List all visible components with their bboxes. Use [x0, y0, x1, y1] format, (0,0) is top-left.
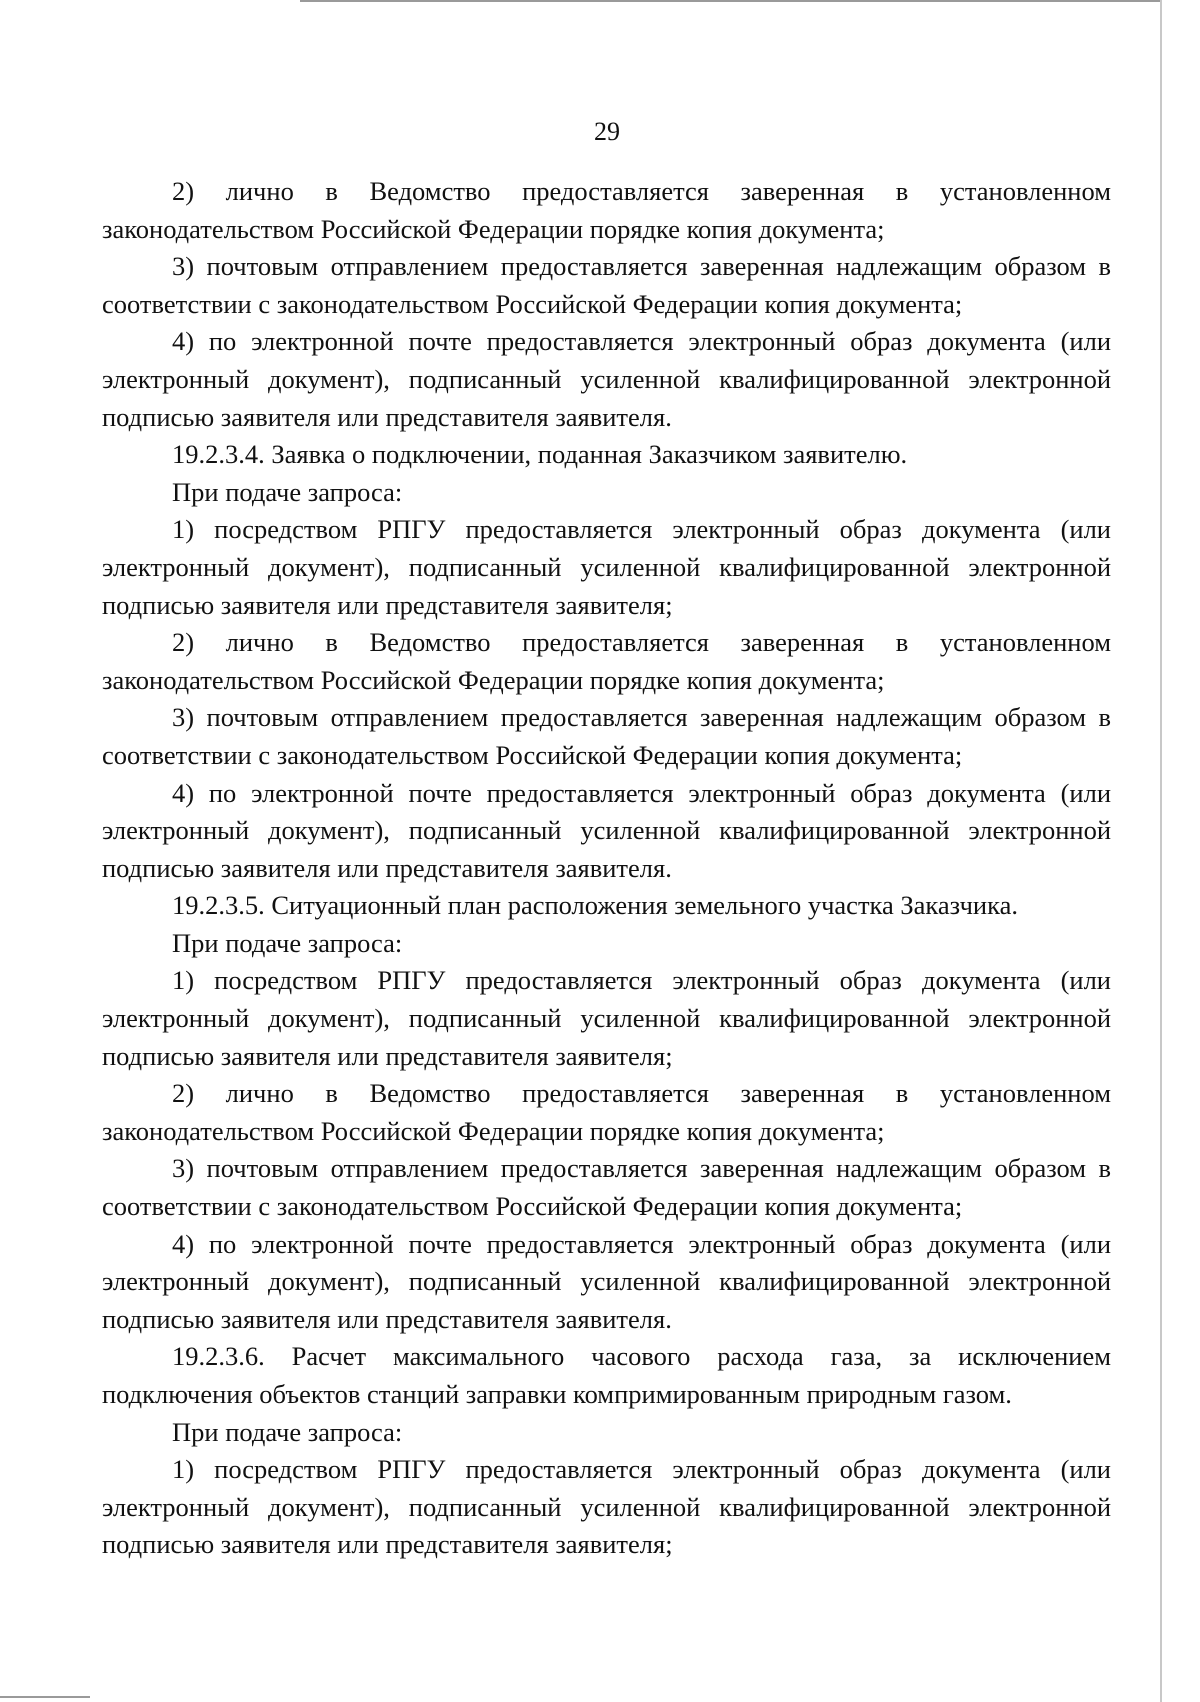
document-body	[102, 173, 1111, 1564]
paragraph-item-2-in-person: 2) лично в Ведомство предоставляется заверенная в установленном законодательством Российской Федерации порядке копия документа;	[102, 1078, 1111, 1146]
page-number: 29	[594, 117, 620, 146]
paragraph-request-intro: При подаче запроса:	[172, 476, 403, 507]
paragraph-item-1-rpgu: 1) посредством РПГУ предоставляется электронный образ документа (или электронный документ), подписанный усиленной квалифицированной электронной подписью заявителя или представителя заявителя;	[102, 514, 1111, 620]
section-heading-19-2-3-5: 19.2.3.5. Ситуационный план расположения земельного участка Заказчика.	[172, 890, 1018, 921]
paragraph-item-2-in-person: 2) лично в Ведомство предоставляется заверенная в установленном законодательством Российской Федерации порядке копия документа;	[102, 627, 1111, 695]
paragraph-item-3-postal: 3) почтовым отправлением предоставляется заверенная надлежащим образом в соответствии с законодательством Российской Федерации копия документа;	[102, 702, 1111, 770]
paragraph-item-4-email: 4) по электронной почте предоставляется электронный образ документа (или электронный документ), подписанный усиленной квалифицированной электронной подписью заявителя или представителя заявителя.	[102, 777, 1111, 883]
paragraph-item-2-in-person: 2) лично в Ведомство предоставляется заверенная в установленном законодательством Российской Федерации порядке копия документа;	[102, 176, 1111, 244]
section-heading-19-2-3-6: 19.2.3.6. Расчет максимального часового расхода газа, за исключением подключения объектов станций заправки компримированным природным газом.	[102, 1341, 1111, 1409]
paragraph-item-3-postal: 3) почтовым отправлением предоставляется заверенная надлежащим образом в соответствии с законодательством Российской Федерации копия документа;	[102, 1153, 1111, 1222]
paragraph-item-4-email: 4) по электронной почте предоставляется электронный образ документа (или электронный документ), подписанный усиленной квалифицированной электронной подписью заявителя или представителя заявителя.	[102, 1228, 1111, 1334]
paragraph-request-intro: При подаче запроса:	[172, 927, 403, 958]
paragraph-item-3-postal: 3) почтовым отправлением предоставляется заверенная надлежащим образом в соответствии с законодательством Российской Федерации копия документа;	[102, 251, 1111, 319]
paragraph-item-4-email: 4) по электронной почте предоставляется электронный образ документа (или электронный документ), подписанный усиленной квалифицированной электронной подписью заявителя или представителя заявителя.	[102, 326, 1111, 432]
paragraph-item-1-rpgu: 1) посредством РПГУ предоставляется электронный образ документа (или электронный документ), подписанный усиленной квалифицированной электронной подписью заявителя или представителя заявителя;	[102, 1454, 1111, 1560]
scan-edge-top	[300, 0, 1160, 2]
scan-mark-bottom	[0, 1696, 90, 1698]
paragraph-request-intro: При подаче запроса:	[172, 1416, 403, 1447]
scan-edge-right	[1160, 0, 1162, 1702]
section-heading-19-2-3-4: 19.2.3.4. Заявка о подключении, поданная Заказчиком заявителю.	[172, 439, 908, 470]
paragraph-item-1-rpgu: 1) посредством РПГУ предоставляется электронный образ документа (или электронный документ), подписанный усиленной квалифицированной электронной подписью заявителя или представителя заявителя;	[102, 965, 1111, 1071]
